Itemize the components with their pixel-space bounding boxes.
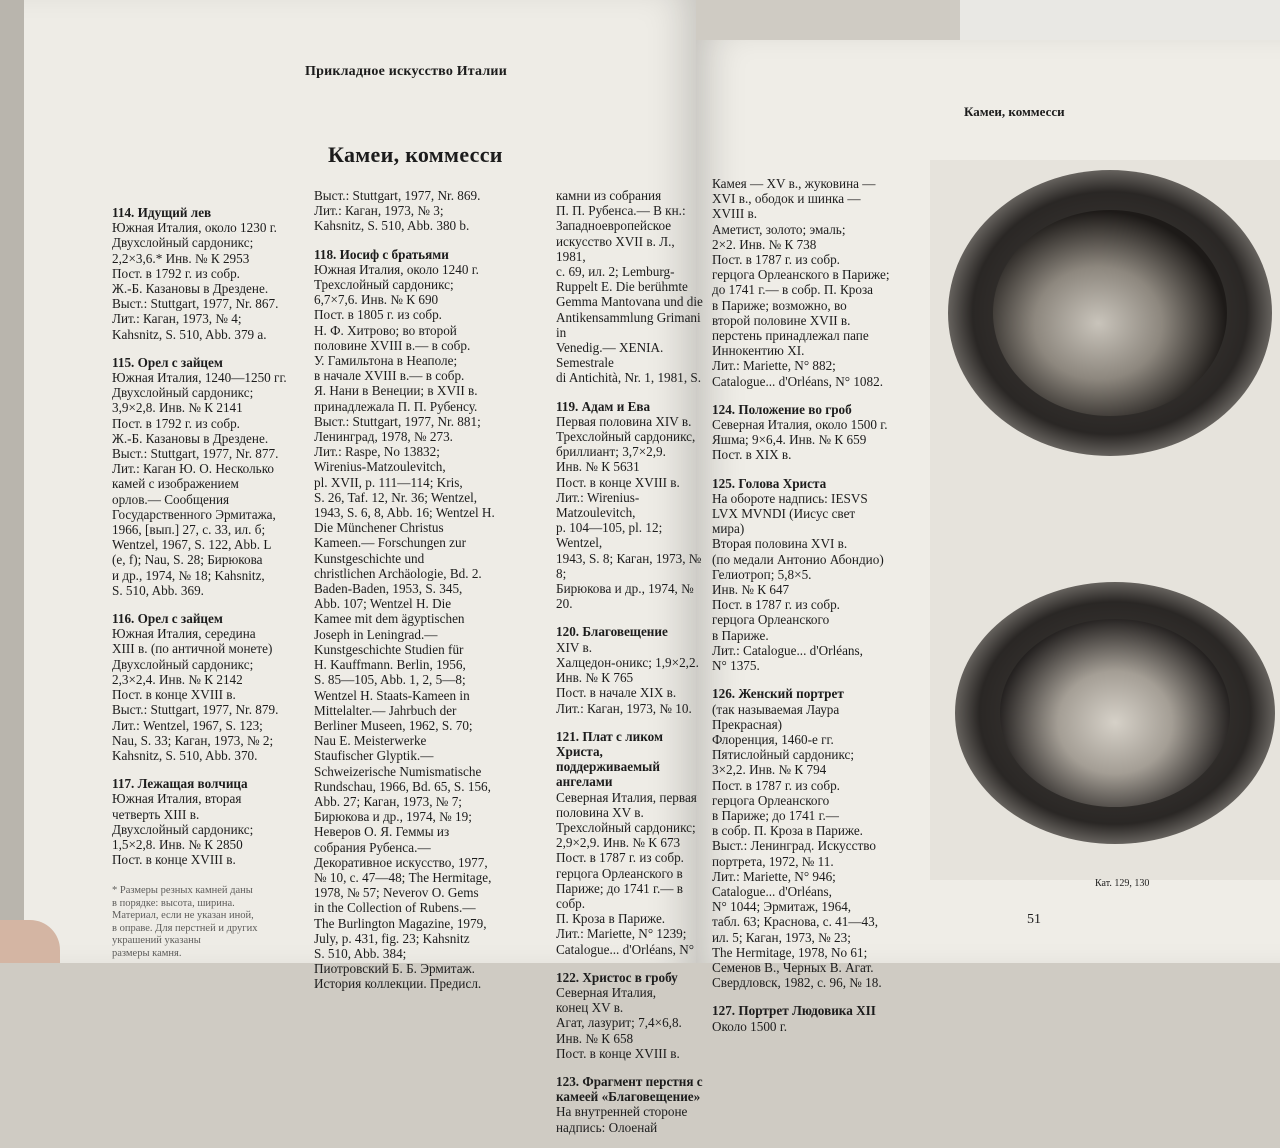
entry-line: Пост. в 1792 г. из собр. [112,415,240,431]
entry-line: Неверов О. Я. Геммы из [314,824,450,840]
entry-line: Свердловск, 1982, с. 96, № 18. [712,975,882,991]
catalog-entry [556,1074,706,1135]
entry-line: Пост. в 1787 г. из собр. [712,777,840,793]
entry-line: Пост. в конце XVIII в. [112,687,236,703]
entry-title: 116. Орел с зайцем [112,611,223,627]
entry-line: Nau E. Meisterwerke [314,733,427,749]
entry-line: XIII в. (по античной монете) [112,641,273,657]
entry-line: 1978, № 57; Neverov O. Gems [314,885,479,901]
running-head-left: Прикладное искусство Италии [305,64,507,79]
entry-line: Инв. № К 658 [556,1030,634,1046]
entry-line: Ruppelt E. Die berühmte [556,279,688,295]
entry-line: половине XVIII в.— в собр. [314,337,471,353]
entry-line: Выст.: Stuttgart, 1977, Nr. 867. [112,296,279,312]
entry-line: герцога Орлеанского в Париже; [712,267,890,283]
entry-line: Лит.: Каган, 1973, № 4; [112,311,242,327]
entry-line: собрания Рубенса.— [314,839,431,855]
entry-title: 115. Орел с зайцем [112,354,223,370]
entry-line: 1966, [вып.] 27, с. 33, ил. б; [112,522,266,538]
entry-line: герцога Орлеанского [712,612,830,628]
entry-title: 119. Адам и Ева [556,398,651,414]
entry-line: Декоративное искусство, 1977, [314,854,488,870]
entry-line: 2×2. Инв. № К 738 [712,236,817,252]
entry-line: мира) [712,521,745,537]
entry-line: Выст.: Ленинград. Искусство [712,838,876,854]
entry-line: половина XV в. [556,804,644,820]
entry-line: Выст.: Stuttgart, 1977, Nr. 879. [112,702,279,718]
catalog-entry [556,624,706,715]
entry-line: в начале XVIII в.— в собр. [314,368,465,384]
entry-line: в собр. П. Кроза в Париже. [712,823,863,839]
entry-line: Париже; до 1741 г.— в собр. [556,880,683,911]
footnote-line: украшений указаны [112,935,201,947]
catalog-entry [712,176,917,389]
entry-line: XVIII в. [712,206,758,222]
entry-line: (так называемая Лаура [712,701,840,717]
catalog-entry [556,729,706,957]
entry-line: Abb. 107; Wentzel H. Die [314,596,452,612]
plate-caption: Кат. 129, 130 [1095,878,1150,889]
column-2 [314,188,544,1005]
entry-line: S. 510, Abb. 369. [112,582,204,598]
entry-title: 127. Портрет Людовика XII [712,1003,876,1019]
entry-line: Лит.: Raspe, No 13832; [314,444,440,460]
entry-line: Пост. в 1787 г. из собр. [712,252,840,268]
entry-line: в Париже; возможно, во [712,297,847,313]
entry-line: S. 85—105, Abb. 1, 2, 5—8; [314,672,466,688]
footnote-line: в оправе. Для перстней и других [112,922,258,934]
entry-line: 2,3×2,4. Инв. № К 2142 [112,671,243,687]
entry-title: 123. Фрагмент перстня с камеей «Благовещение» [556,1073,703,1105]
entry-line: in the Collection of Rubens.— [314,900,476,916]
entry-line: Южная Италия, около 1240 г. [314,261,479,277]
entry-line: Выст.: Stuttgart, 1977, Nr. 877. [112,446,279,462]
entry-line: Лит.: Mariette, N° 882; [712,358,836,374]
entry-line: 3,9×2,8. Инв. № К 2141 [112,400,243,416]
entry-line: Южная Италия, около 1230 г. [112,220,277,236]
entry-line: Бирюкова и др., 1974, № 19; [314,809,472,825]
entry-line: Пост. в 1792 г. из собр. [112,265,240,281]
entry-line: Южная Италия, вторая [112,791,242,807]
entry-line: 1943, S. 6, 8, Abb. 16; Wentzel H. [314,505,495,521]
entry-line: Kahsnitz, S. 510, Abb. 380 b. [314,218,470,234]
entry-line: У. Гамильтона в Неаполе; [314,353,458,369]
entry-line: Nau, S. 33; Каган, 1973, № 2; [112,732,274,748]
entry-line: Лит.: Wirenius-Matzoulevitch, [556,489,640,521]
entry-line: Пост. в 1787 г. из собр. [712,597,840,613]
entry-line: pl. XVII, p. 111—114; Kris, [314,474,463,490]
entry-line: Инв. № К 765 [556,670,634,686]
entry-line: XVI в., ободок и шинка — [712,191,861,207]
entry-line: christlichen Archäologie, Bd. 2. [314,565,482,581]
entry-line: (по медали Антонио Абондио) [712,551,884,567]
entry-line: История коллекции. Предисл. [314,976,482,992]
catalog-entry [556,188,706,386]
entry-title: 122. Христос в гробу [556,969,678,985]
entry-line: Северная Италия, около 1500 г. [712,417,888,433]
column-3 [556,188,706,1148]
catalog-entry [314,188,544,234]
entry-line: № 10, с. 47—48; The Hermitage, [314,869,492,885]
entry-line: конец XV в. [556,1000,624,1016]
entry-line: Catalogue... d'Orléans, N° [556,941,695,957]
entry-line: S. 26, Taf. 12, Nr. 36; Wentzel, [314,489,478,505]
entry-line: 1,5×2,8. Инв. № К 2850 [112,836,243,852]
entry-line: Venedig.— XENIA. Semestrale [556,340,664,371]
entry-line: Die Münchener Christus [314,520,444,536]
entry-line: в Париже. [712,627,769,643]
catalog-entry [112,611,302,763]
entry-line: Baden-Baden, 1953, S. 345, [314,581,463,597]
entry-line: искусство XVII в. Л., 1981, [556,233,675,264]
entry-line: Wentzel H. Staats-Kameen in [314,687,470,703]
entry-line: принадлежала П. П. Рубенсу. [314,398,478,414]
entry-line: На обороте надпись: IESVS [712,490,868,506]
entry-line: Аметист, золото; эмаль; [712,221,846,237]
entry-line: Иннокентию XI. [712,343,805,359]
entry-line: Южная Италия, середина [112,626,256,642]
entry-title: 118. Иосиф с братьями [314,246,449,262]
entry-line: Прекрасная) [712,716,783,732]
entry-line: Пост. в 1805 г. из собр. [314,307,442,323]
entry-line: Двухслойный сардоникс; [112,385,254,401]
catalog-entry [556,399,706,612]
entry-line: орлов.— Сообщения [112,491,230,507]
entry-line: Лит.: Mariette, N° 1239; [556,926,687,942]
entry-line: Выст.: Stuttgart, 1977, Nr. 869. [314,188,481,203]
entry-line: N° 1044; Эрмитаж, 1964, [712,899,852,915]
entry-line: 1943, S. 8; Каган, 1973, № 8; [556,550,702,581]
entry-line: Kahsnitz, S. 510, Abb. 370. [112,747,258,763]
cameo-image-bottom [955,582,1275,844]
footnote-line: в порядке: высота, ширина. [112,897,235,909]
column-1 [112,205,302,960]
entry-line: (e, f); Nau, S. 28; Бирюкова [112,552,263,568]
entry-line: Камея — XV в., жуковина — [712,176,876,191]
entry-line: Kameen.— Forschungen zur [314,535,466,551]
entry-line: July, p. 431, fig. 23; Kahsnitz [314,930,470,946]
entry-line: Около 1500 г. [712,1018,788,1034]
entry-line: Лит.: Catalogue... d'Orléans, [712,642,863,658]
entry-line: Gemma Mantovana und die [556,294,703,310]
entry-line: Лит.: Каган, 1973, № 10. [556,700,692,716]
entry-line: Ж.-Б. Казановы в Дрездене. [112,281,269,297]
footnote-line: * Размеры резных камней даны [112,885,253,897]
entry-line: Пост. в 1787 г. из собр. [556,850,684,866]
entry-line: бриллиант; 3,7×2,9. [556,444,666,460]
entry-line: Выст.: Stuttgart, 1977, Nr. 881; [314,413,481,429]
catalog-entry [712,686,917,990]
catalog-entry [712,1003,917,1033]
entry-line: Antikensammlung Grimani in [556,309,701,340]
entry-line: LVX MVNDI (Иисус свет [712,506,856,522]
entry-line: надпись: Олоенай [556,1119,658,1135]
column-4 [712,176,917,1047]
entry-line: Abb. 27; Каган, 1973, № 7; [314,793,462,809]
entry-line: Государственного Эрмитажа, [112,506,276,522]
entry-line: Инв. № К 647 [712,582,790,598]
entry-line: Kamee mit dem ägyptischen [314,611,465,627]
entry-line: Я. Нани в Венеции; в XVII в. [314,383,478,399]
entry-line: На внутренней стороне [556,1104,688,1120]
entry-line: Трехслойный сардоникс, [556,429,696,445]
entry-line: 3×2,2. Инв. № К 794 [712,762,827,778]
cameo-image-top [948,170,1272,456]
running-head-right: Камеи, коммесси [964,104,1065,119]
entry-line: Лит.: Каган Ю. О. Несколько [112,461,275,477]
entry-line: камни из собрания [556,188,662,203]
entry-line: The Hermitage, 1978, No 61; [712,944,868,960]
book-edge [0,0,24,963]
entry-line: The Burlington Magazine, 1979, [314,915,487,931]
entry-line: Трехслойный сардоникс; [314,277,454,293]
entry-line: Гелиотроп; 5,8×5. [712,566,812,582]
entry-line: Северная Италия, [556,984,657,1000]
entry-title: 121. Плат с ликом Христа, поддерживаемый ангелами [556,728,663,790]
entry-line: XIV в. [556,639,593,655]
entry-line: Staufischer Glyptik.— [314,748,434,764]
entry-line: Kunstgeschichte und [314,550,425,566]
entry-line: Двухслойный сардоникс; [112,235,254,251]
entry-line: Wirenius-Matzoulevitch, [314,459,446,475]
entry-line: в Париже; до 1741 г.— [712,807,839,823]
entry-line: Пост. в конце XVIII в. [556,1045,680,1061]
entry-line: Двухслойный сардоникс; [112,821,254,837]
catalog-entry [112,776,302,867]
entry-line: табл. 63; Краснова, с. 41—43, [712,914,879,930]
entry-line: Schweizerische Numismatische [314,763,482,779]
entry-line: перстень принадлежал папе [712,328,869,344]
entry-line: N° 1375. [712,658,760,674]
entry-line: Wentzel, 1967, S. 122, Abb. L [112,537,272,553]
entry-title: 124. Положение во гроб [712,401,852,417]
entry-line: Kunstgeschichte Studien für [314,641,464,657]
entry-line: Пост. в конце XVIII в. [556,474,680,490]
entry-line: герцога Орлеанского [712,792,830,808]
entry-line: камей с изображением [112,476,239,492]
entry-title: 125. Голова Христа [712,475,827,491]
entry-line: четверть XIII в. [112,806,200,822]
entry-line: Пост. в начале XIX в. [556,685,677,701]
entry-line: Joseph in Leningrad.— [314,626,438,642]
entry-line: П. Кроза в Париже. [556,911,666,927]
entry-line: Ж.-Б. Казановы в Дрездене. [112,430,269,446]
footnote [112,885,302,960]
entry-line: p. 104—105, pl. 12; Wentzel, [556,520,663,551]
entry-line: H. Kauffmann. Berlin, 1956, [314,657,466,673]
entry-line: Berliner Museen, 1962, S. 70; [314,717,473,733]
entry-line: 6,7×7,6. Инв. № К 690 [314,292,439,308]
section-title: Камеи, коммесси [328,142,503,167]
entry-line: Флоренция, 1460-е гг. [712,731,834,747]
entry-line: ил. 5; Каган, 1973, № 23; [712,929,851,945]
entry-title: 117. Лежащая волчица [112,776,248,792]
entry-line: Инв. № К 5631 [556,459,640,475]
entry-line: Лит.: Wentzel, 1967, S. 123; [112,717,263,733]
entry-line: Пост. в XIX в. [712,447,792,463]
entry-line: Ленинград, 1978, № 273. [314,429,453,445]
entry-line: 2,2×3,6.* Инв. № К 2953 [112,250,250,266]
entry-line: Пост. в конце XVIII в. [112,852,236,868]
entry-line: Северная Италия, первая [556,789,697,805]
entry-line: Пятислойный сардоникс; [712,747,855,763]
entry-line: Catalogue... d'Orléans, [712,883,832,899]
entry-line: Западноевропейское [556,218,672,234]
entry-line: Агат, лазурит; 7,4×6,8. [556,1015,682,1031]
footnote-line: Материал, если не указан иной, [112,910,254,922]
catalog-entry [112,205,302,342]
entry-line: Пиотровский Б. Б. Эрмитаж. [314,961,475,977]
entry-line: S. 510, Abb. 384; [314,945,407,961]
entry-line: Халцедон-оникс; 1,9×2,2. [556,654,699,670]
entry-line: с. 69, ил. 2; Lemburg- [556,264,675,280]
entry-line: Лит.: Mariette, N° 946; [712,868,836,884]
catalog-entry [712,402,917,463]
entry-line: Лит.: Каган, 1973, № 3; [314,203,444,219]
entry-line: Двухслойный сардоникс; [112,656,254,672]
entry-title: 126. Женский портрет [712,686,844,702]
entry-line: Яшма; 9×6,4. Инв. № К 659 [712,432,867,448]
catalog-entry [314,247,544,992]
catalog-entry [712,476,917,674]
entry-line: Kahsnitz, S. 510, Abb. 379 a. [112,326,267,342]
entry-line: Catalogue... d'Orléans, N° 1082. [712,373,883,389]
footnote-line: размеры камня. [112,947,182,959]
entry-line: до 1741 г.— в собр. П. Кроза [712,282,874,298]
entry-line: и др., 1974, № 18; Kahsnitz, [112,567,265,583]
entry-line: Бирюкова и др., 1974, № 20. [556,581,694,612]
entry-line: Семенов В., Черных В. Агат. [712,959,874,975]
catalog-entry [112,355,302,598]
catalog-entry [556,970,706,1061]
entry-line: Южная Италия, 1240—1250 гг. [112,370,287,386]
entry-title: 114. Идущий лев [112,205,212,220]
entry-line: Rundschau, 1966, Bd. 65, S. 156, [314,778,491,794]
entry-line: портрета, 1972, № 11. [712,853,834,869]
entry-line: 2,9×2,9. Инв. № К 673 [556,835,681,851]
entry-title: 120. Благовещение [556,624,668,640]
entry-line: второй половине XVII в. [712,312,851,328]
entry-line: герцога Орлеанского в [556,865,683,881]
entry-line: П. П. Рубенса.— В кн.: [556,203,686,219]
entry-line: Mittelalter.— Jahrbuch der [314,702,457,718]
entry-line: Вторая половина XVI в. [712,536,848,552]
page-number: 51 [1027,912,1041,927]
entry-line: Первая половина XIV в. [556,413,692,429]
entry-line: di Antichità, Nr. 1, 1981, S. [556,370,702,386]
entry-line: Н. Ф. Хитрово; во второй [314,322,457,338]
entry-line: Трехслойный сардоникс; [556,819,696,835]
